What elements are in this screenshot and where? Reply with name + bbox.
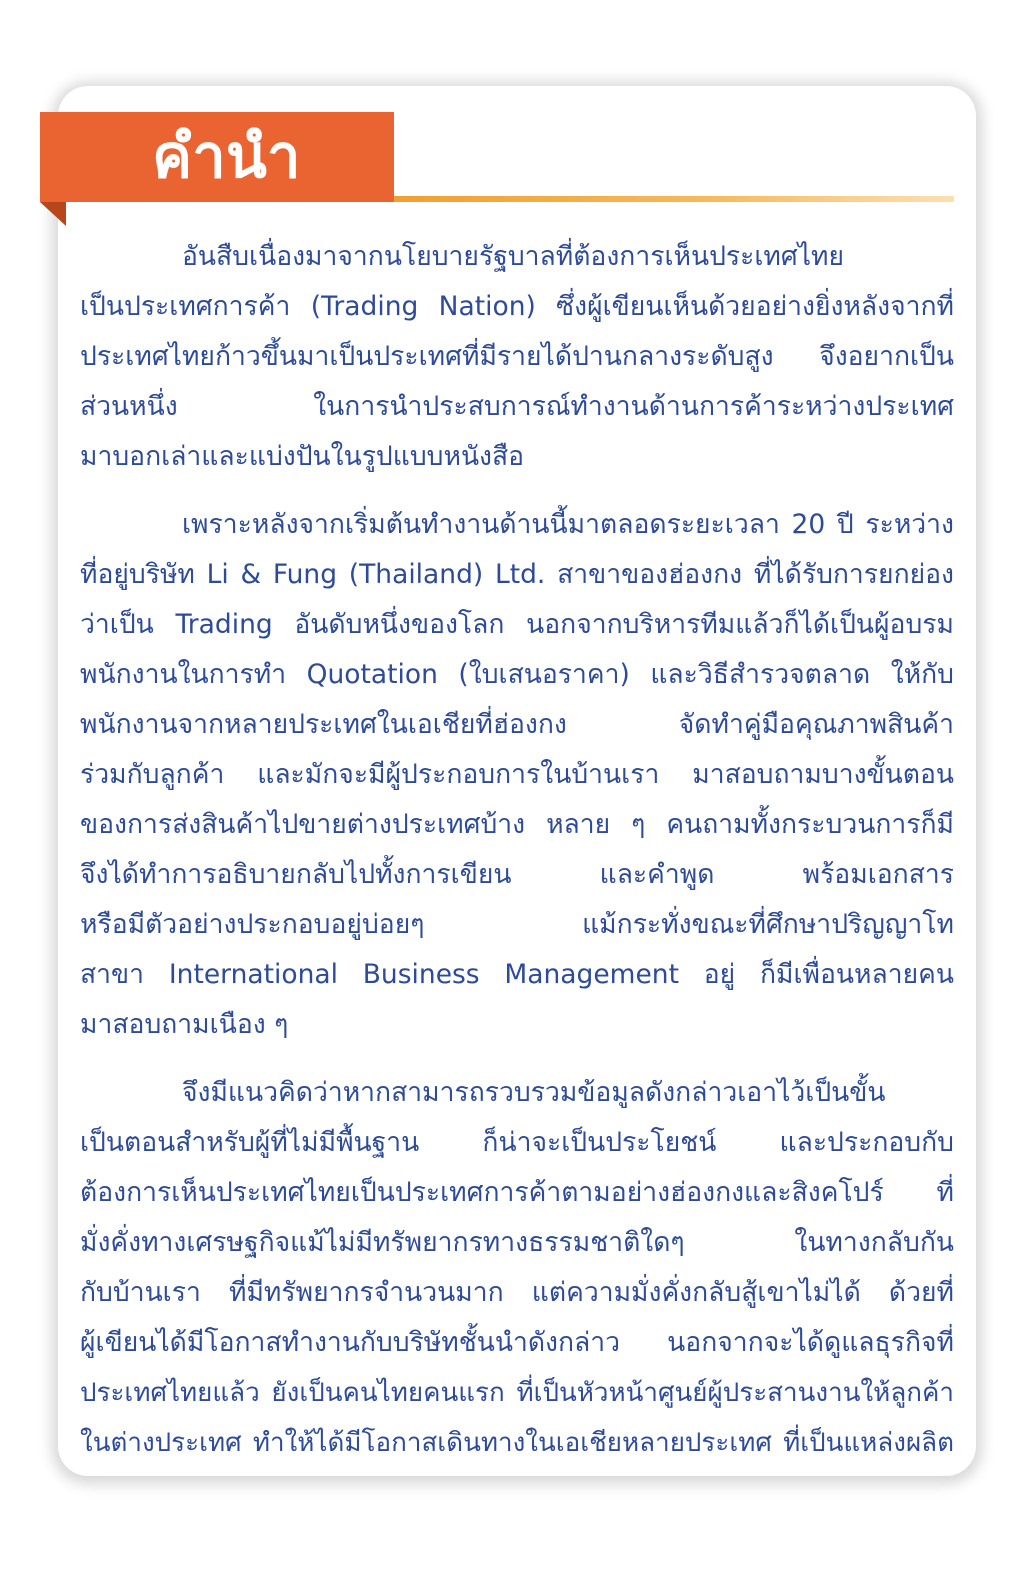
text-line: ที่อยู่บริษัท Li & Fung (Thailand) Ltd. สาขาของฮ่องกง ที่ได้รับการยกย่อง <box>80 559 954 590</box>
text-line: ร่วมกับลูกค้า และมักจะมีผู้ประกอบการในบ้านเรา มาสอบถามบางขั้นตอน <box>80 759 954 790</box>
page-title: คำนำ <box>152 122 301 192</box>
text-line: อันสืบเนื่องมาจากนโยบายรัฐบาลที่ต้องการเห็นประเทศไทย <box>182 241 845 272</box>
text-line: ส่วนหนึ่ง ในการนำประสบการณ์ทำงานด้านการค้าระหว่างประเทศ <box>80 391 954 422</box>
text-line: เพราะหลังจากเริ่มต้นทำงานด้านนี้มาตลอดระยะเวลา 20 ปี ระหว่าง <box>182 509 954 540</box>
paragraph <box>80 500 954 1050</box>
text-line: จึงมีแนวคิดว่าหากสามารถรวบรวมข้อมูลดังกล่าวเอาไว้เป็นขั้น <box>182 1077 886 1108</box>
text-line: มาบอกเล่าและแบ่งปันในรูปแบบหนังสือ <box>80 441 525 472</box>
text-line: ผู้เขียนได้มีโอกาสทำงานกับบริษัทชั้นนำดังกล่าว นอกจากจะได้ดูแลธุรกิจที่ <box>80 1327 954 1358</box>
text-line: ในต่างประเทศ ทำให้ได้มีโอกาสเดินทางในเอเชียหลายประเทศ ที่เป็นแหล่งผลิต <box>80 1428 954 1458</box>
paragraph <box>80 1068 954 1468</box>
text-line: เป็นตอนสำหรับผู้ที่ไม่มีพื้นฐาน ก็น่าจะเป็นประโยชน์ และประกอบกับ <box>80 1127 954 1158</box>
text-line: พนักงานจากหลายประเทศในเอเชียที่ฮ่องกง จัดทำคู่มือคุณภาพสินค้า <box>80 709 954 740</box>
text-line: มาสอบถามเนือง ๆ <box>80 1009 289 1040</box>
text-line: ต้องการเห็นประเทศไทยเป็นประเทศการค้าตามอย่างฮ่องกงและสิงคโปร์ ที่ <box>80 1177 954 1208</box>
text-line: เป็นประเทศการค้า (Trading Nation) ซึ่งผู้เขียนเห็นด้วยอย่างยิ่งหลังจากที่ <box>80 291 954 322</box>
text-line: ว่าเป็น Trading อันดับหนึ่งของโลก นอกจากบริหารทีมแล้วก็ได้เป็นผู้อบรม <box>80 609 954 640</box>
text-line: สาขา International Business Management อยู่ ก็มีเพื่อนหลายคน <box>80 959 954 990</box>
text-line: หรือมีตัวอย่างประกอบอยู่บ่อยๆ แม้กระทั่งขณะที่ศึกษาปริญญาโท <box>80 909 954 940</box>
header-ribbon-fold <box>40 202 66 226</box>
text-line: พนักงานในการทำ Quotation (ใบเสนอราคา) และวิธีสำรวจตลาด ให้กับ <box>80 659 954 690</box>
text-line: กับบ้านเรา ที่มีทรัพยากรจำนวนมาก แต่ความมั่งคั่งกลับสู้เขาไม่ได้ ด้วยที่ <box>80 1277 954 1308</box>
text-line: ของการส่งสินค้าไปขายต่างประเทศบ้าง หลาย ๆ คนถามทั้งกระบวนการก็มี <box>80 809 954 840</box>
foreword-body <box>80 232 954 1486</box>
header-underline <box>394 196 954 202</box>
text-line: มั่งคั่งทางเศรษฐกิจแม้ไม่มีทรัพยากรทางธรรมชาติใดๆ ในทางกลับกัน <box>80 1227 954 1258</box>
text-line: จึงได้ทำการอธิบายกลับไปทั้งการเขียน และคำพูด พร้อมเอกสาร <box>80 859 954 890</box>
text-line: ประเทศไทยก้าวขึ้นมาเป็นประเทศที่มีรายได้ปานกลางระดับสูง จึงอยากเป็น <box>80 341 954 372</box>
text-line: ประเทศไทยแล้ว ยังเป็นคนไทยคนแรก ที่เป็นหัวหน้าศูนย์ผู้ประสานงานให้ลูกค้า <box>80 1378 954 1408</box>
paragraph <box>80 232 954 482</box>
